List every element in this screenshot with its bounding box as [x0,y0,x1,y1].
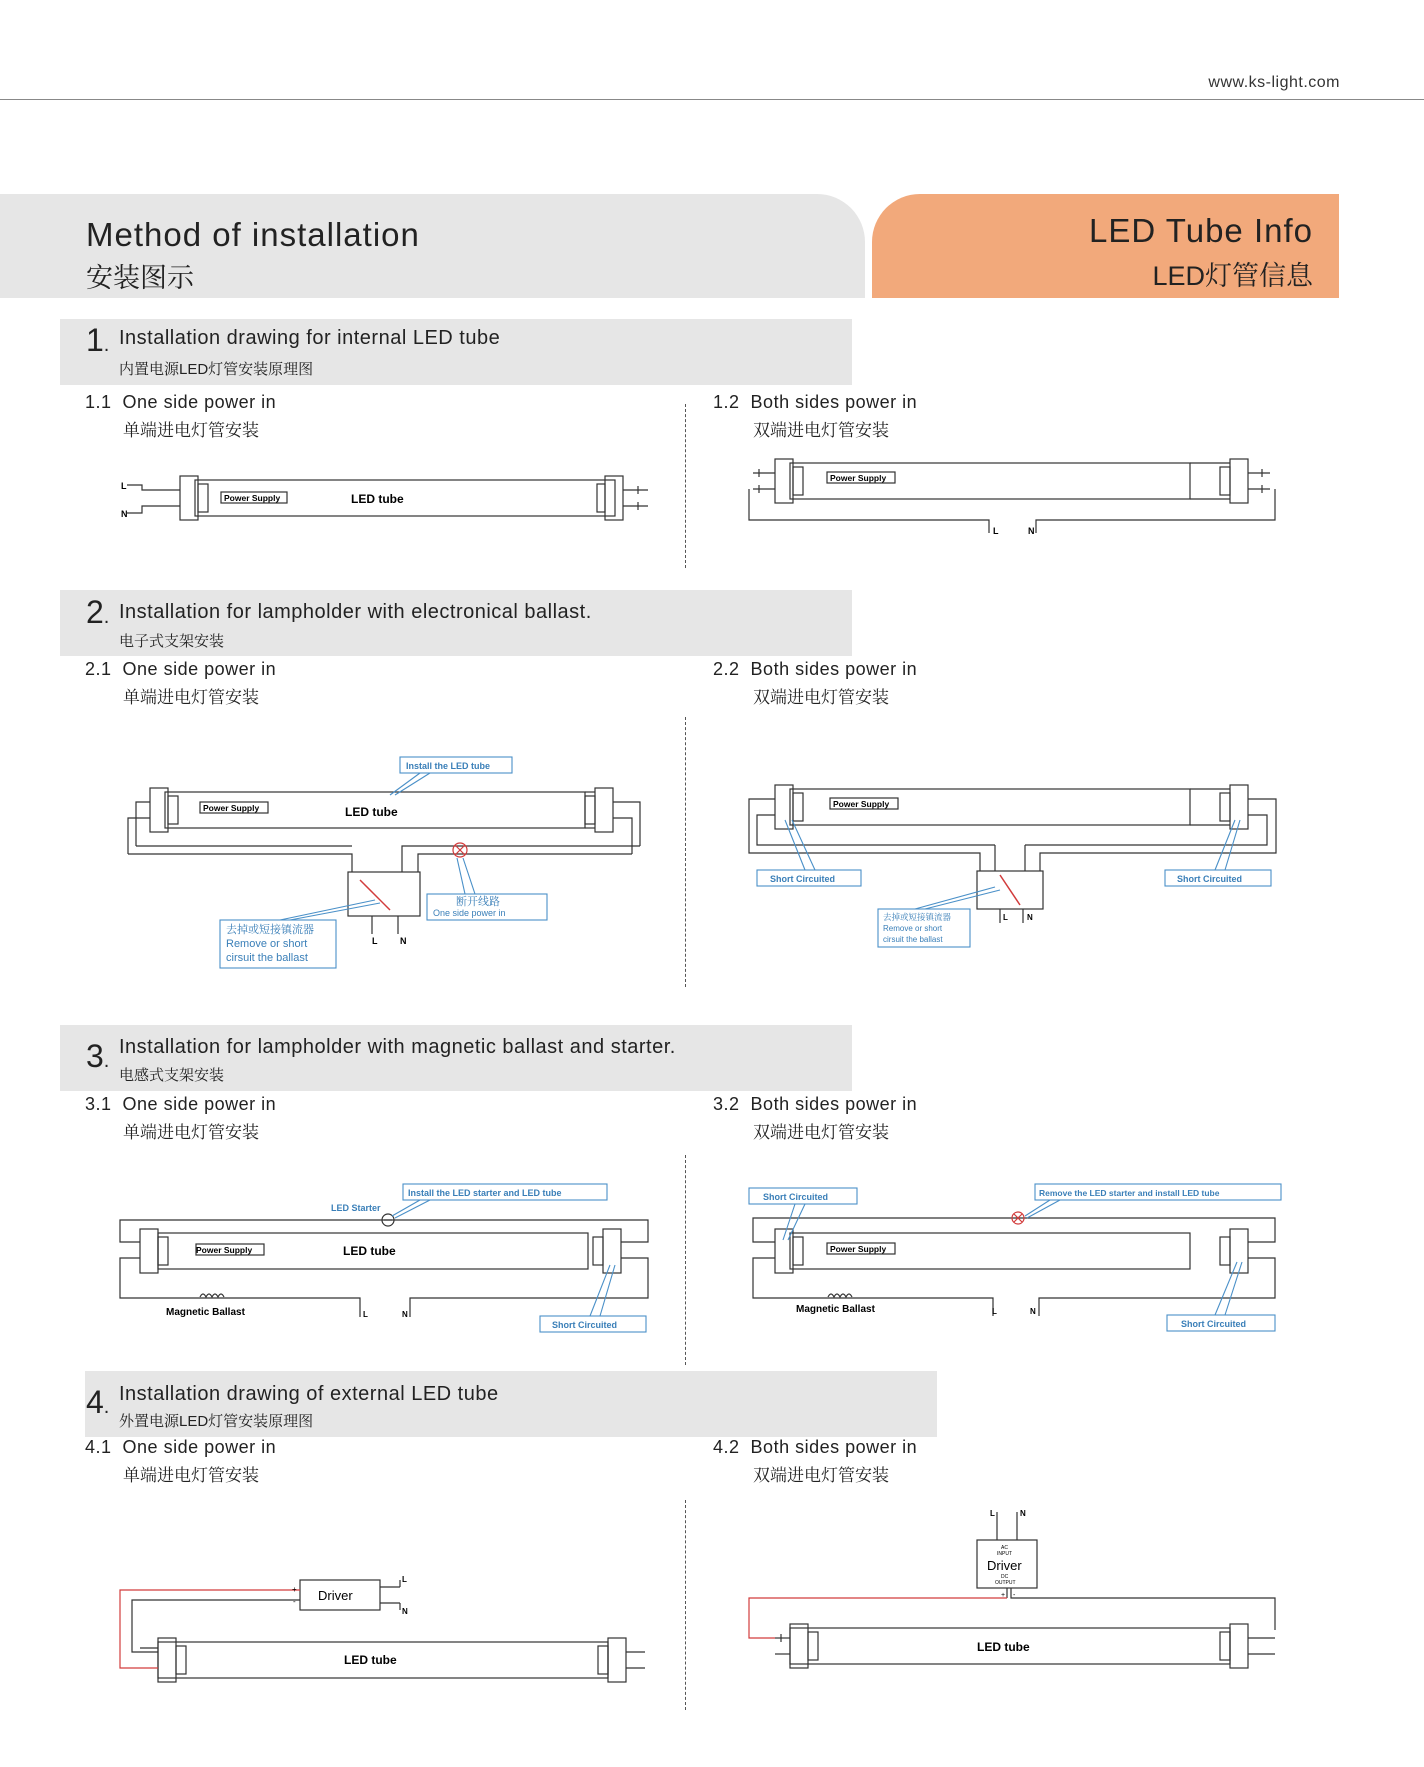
subsection-3-1-label: 3.1 One side power in [85,1094,277,1114]
dc-plus: + [292,1585,297,1594]
section-1-title: Installation drawing for internal LED tube [119,327,501,349]
subsection-1-2-label: 1.2 Both sides power in [713,392,918,412]
diagram-3-1 [110,1180,660,1340]
subsection-2-2-label: 2.2 Both sides power in [713,659,918,679]
diagram-2-2 [745,775,1285,955]
remove-ballast-callout-2: cirsuit the ballast [226,952,308,964]
diagram-1-2 [745,455,1285,545]
subsection-1-1-label: 1.1 One side power in [85,392,277,412]
subsection-3-2-label: 3.2 Both sides power in [713,1094,918,1114]
install-led-tube-callout: Install the LED tube [406,761,491,771]
section-1-title-zh: 内置电源LED灯管安装原理图 [119,361,314,378]
section-3-title: Installation for lampholder with magnetic ballast and starter. [119,1036,676,1058]
short-circuited-callout-right: Short Circuited [1177,874,1243,884]
short-circuited-callout-left: Short Circuited [770,874,836,884]
section-1-number: 1. [86,322,110,358]
driver-label: Driver [318,1588,353,1603]
diagram-3-2 [745,1180,1295,1340]
label-N: N [1020,1509,1026,1518]
label-L: L [990,1509,995,1518]
label-N: N [402,1607,408,1616]
dc-plus: + [1001,1592,1006,1599]
section-2-title: Installation for lampholder with electronical ballast. [119,601,592,623]
dc-output-label-1: DC [1001,1574,1009,1580]
section-3-title-zh: 电感式支架安装 [119,1067,225,1084]
section-4-title: Installation drawing of external LED tube [119,1383,499,1405]
power-supply-label: Power Supply [203,803,260,813]
label-L: L [363,1310,368,1319]
page-title-zh: 安装图示 [86,263,194,293]
remove-ballast-callout-zh: 去掉或短接镇流器 [226,924,314,936]
label-N: N [400,936,407,946]
short-circuited-callout-left: Short Circuited [763,1192,829,1202]
subsection-4-2-label-zh: 双端进电灯管安装 [753,1466,889,1485]
column-divider [685,1500,686,1710]
magnetic-ballast-label: Magnetic Ballast [796,1304,875,1315]
remove-ballast-callout-zh: 去掉或短接镇流器 [883,912,952,922]
led-starter-label: LED Starter [331,1203,381,1213]
website-url[interactable]: www.ks-light.com [1208,74,1340,91]
open-circuit-callout: 断开线路 [456,896,500,908]
label-N: N [1030,1307,1036,1316]
subsection-2-1-label: 2.1 One side power in [85,659,277,679]
ac-input-label-2: INPUT [997,1551,1012,1557]
magnetic-ballast-label: Magnetic Ballast [166,1307,245,1318]
label-L: L [1003,913,1008,922]
one-side-power-callout: One side power in [433,908,506,918]
diagram-4-1 [110,1570,660,1680]
column-divider [685,404,686,568]
led-tube-label: LED tube [977,1640,1030,1654]
remove-starter-callout: Remove the LED starter and install LED tube [1039,1188,1220,1198]
section-4-number: 4. [86,1384,110,1420]
category-title-zh: LED灯管信息 [1152,261,1313,291]
subsection-2-2-label-zh: 双端进电灯管安装 [753,688,889,707]
label-N: N [1027,913,1033,922]
led-tube-label: LED tube [344,1653,397,1667]
short-circuited-callout-right: Short Circuited [1181,1319,1247,1329]
label-L: L [372,936,378,946]
subsection-4-1-label: 4.1 One side power in [85,1437,277,1457]
column-divider [685,717,686,987]
subsection-4-2-label: 4.2 Both sides power in [713,1437,918,1457]
subsection-3-1-label-zh: 单端进电灯管安装 [123,1123,259,1142]
label-L: L [993,526,999,536]
label-L: L [992,1307,997,1316]
subsection-4-1-label-zh: 单端进电灯管安装 [123,1466,259,1485]
short-circuited-callout: Short Circuited [552,1320,618,1330]
label-N: N [121,509,128,519]
section-4-title-zh: 外置电源LED灯管安装原理图 [119,1413,314,1430]
category-title: LED Tube Info [1089,212,1313,249]
ac-input-label-1: AC [1001,1545,1008,1551]
led-tube-label: LED tube [343,1244,396,1258]
power-supply-label: Power Supply [833,799,890,809]
power-supply-label: Power Supply [196,1245,253,1255]
remove-ballast-callout-1: Remove or short [226,938,308,950]
page-title: Method of installation [86,216,420,253]
led-tube-label: LED tube [345,805,398,819]
section-2-number: 2. [86,594,110,630]
subsection-1-1-label-zh: 单端进电灯管安装 [123,421,259,440]
remove-ballast-callout-2: cirsuit the ballast [883,935,943,944]
diagram-1-1 [110,470,660,540]
subsection-3-2-label-zh: 双端进电灯管安装 [753,1123,889,1142]
dc-minus: - [1013,1592,1016,1599]
section-2-title-zh: 电子式支架安装 [119,633,225,650]
dc-output-label-2: OUTPUT [995,1580,1016,1586]
header-rule [0,99,1424,100]
power-supply-label: Power Supply [830,473,887,483]
power-supply-label: Power Supply [830,1244,887,1254]
column-divider [685,1155,686,1365]
label-L: L [402,1575,407,1584]
install-starter-callout: Install the LED starter and LED tube [408,1188,562,1198]
label-L: L [121,481,127,491]
subsection-1-2-label-zh: 双端进电灯管安装 [753,421,889,440]
label-N: N [402,1310,408,1319]
section-3-number: 3. [86,1038,110,1074]
driver-label: Driver [987,1558,1022,1573]
led-tube-label: LED tube [351,492,404,506]
diagram-4-2 [745,1510,1295,1670]
dc-minus: - [293,1597,296,1606]
label-N: N [1028,526,1035,536]
power-supply-label: Power Supply [224,493,281,503]
diagram-2-1 [120,750,660,970]
subsection-2-1-label-zh: 单端进电灯管安装 [123,688,259,707]
remove-ballast-callout-1: Remove or short [883,924,943,933]
